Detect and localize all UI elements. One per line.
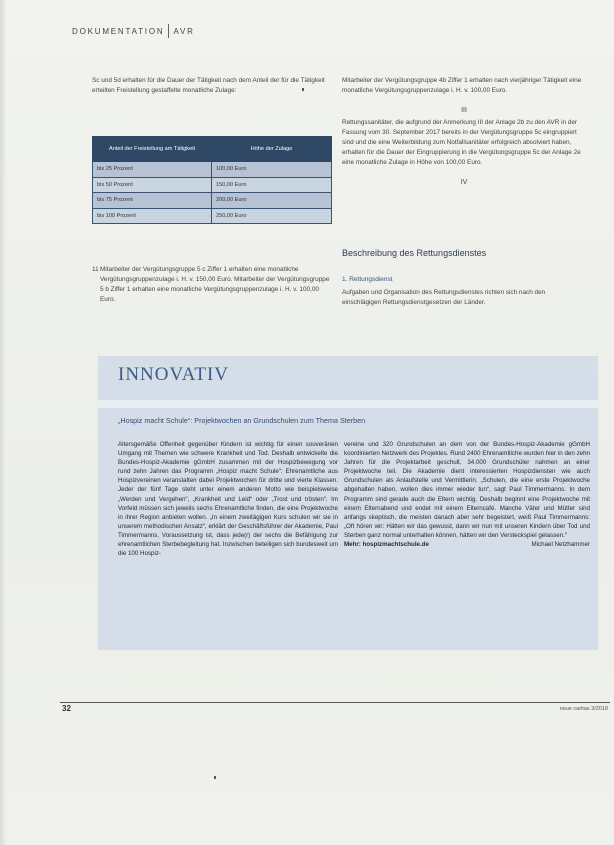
table-row [93,177,332,193]
author: Michael Netzhammer [531,541,590,549]
box-right-column [344,440,590,549]
more-link[interactable]: Mehr: hospizmachtschule.de [344,541,429,549]
allowance-table [92,136,332,224]
right-iii-text: Rettungssanitäter, die aufgrund der Anmerkung III der Anlage 2b zu den AVR in der Fassung vom 30. September 2017 bereits in der Vergütungsgruppe 5c eingruppiert sind und die eine Weiterbildung zum Notfallsanitäter erfolgreich absolviert haben, erhalten für die Dauer der Eingruppierung in die Vergütungsgruppe 5c der Anlage 2e eine monatliche Zulage in Höhe von 100,00 Euro. [342,119,581,166]
roman-numeral-iv: IV [460,179,468,186]
section-text: Aufgaben und Organisation des Rettungsdienstes richten sich nach den einschlägigen Rettungsdienstgesetzen der Länder. [342,289,546,306]
right-column [342,76,586,190]
table-cell: 200,00 Euro [212,193,332,209]
box-rule [98,400,598,408]
header-divider [168,24,169,38]
left-column [92,76,332,106]
footer-rule [60,702,610,703]
table-header-share: Anteil der Freistellung am Tätigkeit [93,137,212,162]
table-row [93,193,332,209]
subsection-title: 1. Rettungsdienst [342,276,393,283]
page-header [72,24,195,38]
innovativ-box [98,356,598,650]
box-right-text: vereine und 320 Grundschulen an dem von der Bundes-Hospiz-Akademie gGmbH koordinierten Netzwerk des Projektes. Rund 2400 Ehrenamtliche wurden hier in den zehn Jahren für die Projektarbeit geschult, 34.000 Grundschüler nahmen an einer Projektwoche teil. Die Akademie dient interessierten Hospizdiensten wie auch Grundschulen als Anlaufstelle und Vermittlerin. „Schulen, die eine erste Projektwoche abgehalten haben, wollen dies immer wieder tun“, sagt Paul Timmermanns. In dem Programm sind gerade auch die Eltern wichtig. Deshalb beginnt eine Projektwoche mit einem Elternabend und endet mit einem Elterncafé. Manche Väter und Mütter sind anfangs skeptisch, die meisten danach aber sehr begeistert, weiß Paul Timmermanns: „Oft hören wir: Hätten wir das gewusst, dann wir nun mit unseren Kindern über Tod und Sterben ganz normal unterhalten können, hätten wir den Versteckspiel gelassen.“ [344,441,590,539]
table-header-amount: Höhe der Zulage [212,137,332,162]
table-cell: bis 75 Prozent [93,193,212,209]
scan-speck [302,88,304,91]
page-edge-shadow [0,0,6,845]
magazine-name: neue caritas 3/2018 [559,706,608,712]
section-title: Beschreibung des Rettungsdienstes [342,248,487,258]
table-cell: bis 100 Prozent [93,208,212,224]
table-header-row [93,137,332,162]
page-number: 32 [62,704,71,713]
box-subtitle: „Hospiz macht Schule“: Projektwochen an Grundschulen zum Thema Sterben [118,416,366,425]
table-row [93,162,332,178]
right-intro: Mitarbeiter der Vergütungsgruppe 4b Ziffer 1 erhalten nach vierjähriger Tätigkeit eine monatliche Vergütungsgruppenzulage i. H. v. 100,00 Euro. [342,77,582,94]
left-list-item [92,265,332,305]
scan-speck [214,776,216,779]
box-title: INNOVATIV [118,364,230,385]
table-cell: bis 25 Prozent [93,162,212,178]
table-cell: 250,00 Euro [212,208,332,224]
table-row [93,208,332,224]
left-intro: Sc und 5d erhalten für die Dauer der Tätigkeit nach dem Anteil der für die Tätigkeit erteilten Freistellung gestaffelte monatliche Zulage: [92,77,325,94]
list-text: Mitarbeiter der Vergütungsgruppe 5 c Ziffer 1 erhalten eine monatliche Vergütungsgruppenzulage i. H. v. 150,00 Euro. Mitarbeiter der Vergütungsgruppe 5 b Ziffer 1 erhalten eine monatliche Vergütungsgruppenzulage i. H. v. 100,00 Euro. [100,266,330,303]
list-number: 11 [92,266,99,273]
header-topic: AVR [173,27,195,36]
header-section: DOKUMENTATION [72,27,165,36]
roman-numeral-iii: III [461,107,467,114]
table-cell: 100,00 Euro [212,162,332,178]
box-left-column: Altersgemäße Offenheit gegenüber Kindern ist wichtig für einen souveränen Umgang mit Themen wie schwere Krankheit und Tod. Deshalb entwickelte die Bundes-Hospiz-Akademie gGmbH zusammen mit der Hospizbewegung vor rund zehn Jahren das Programm „Hospiz macht Schule“: Ehrenamtliche aus Hospizvereinen veranstalten dabei Projektwochen für dritte und vierte Klassen. Jeder der fünf Tage steht unter einem anderen Motto wie beispielsweise „Werden und Vergehen“, „Krankheit und Leid“ oder „Trost und trösten“. Im Vorfeld müssen sich jeweils sechs Ehrenamtliche finden, die eine Projektwoche in ihrer Region anbieten wollen. „In einem zweitägigen Kurs schulen wir sie in unserem methodischen Ansatz“, erklärt der Geschäftsführer der Akademie, Paul Timmermanns. Voraussetzung ist, dass jede(r) der sechs die Befähigung zur ehrenamtlichen Sterbebegleitung hat. Inzwischen beteiligen sich bundesweit um die 100 Hospiz- [118,441,338,558]
table-cell: bis 50 Prozent [93,177,212,193]
table-cell: 150,00 Euro [212,177,332,193]
